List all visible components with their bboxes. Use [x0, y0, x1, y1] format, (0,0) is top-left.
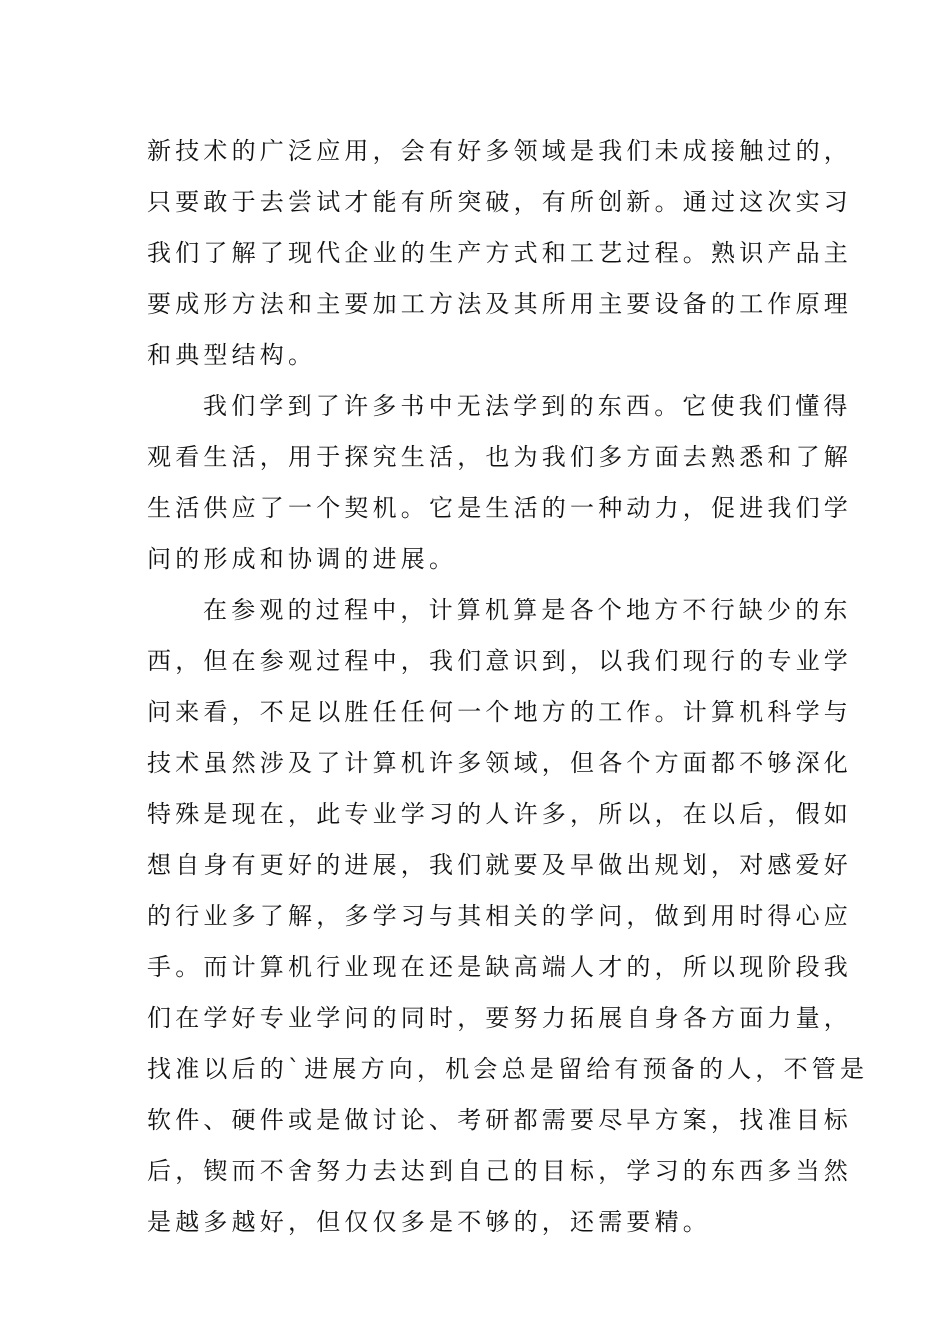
text-line: 我们了解了现代企业的生产方式和工艺过程。熟识产品主 [147, 239, 852, 267]
text-line: 问来看，不足以胜任任何一个地方的工作。计算机科学与 [147, 698, 852, 726]
text-line: 特殊是现在，此专业学习的人许多，所以，在以后，假如 [147, 800, 852, 828]
text-line: 是越多越好，但仅仅多是不够的，还需要精。 [147, 1208, 711, 1236]
paragraph-1 [147, 126, 852, 381]
text-line: 新技术的广泛应用，会有好多领域是我们未成接触过的， [147, 137, 852, 165]
text-line: 要成形方法和主要加工方法及其所用主要设备的工作原理 [147, 290, 852, 318]
text-line: 的行业多了解，多学习与其相关的学问，做到用时得心应 [147, 902, 852, 930]
text-line: 和典型结构。 [147, 341, 317, 369]
paragraph-2 [147, 381, 852, 585]
text-line: 只要敢于去尝试才能有所突破，有所创新。通过这次实习 [147, 188, 852, 216]
text-line: 问的形成和协调的进展。 [147, 545, 458, 573]
text-line: 技术虽然涉及了计算机许多领域，但各个方面都不够深化 [147, 749, 852, 777]
paragraph-3 [147, 585, 869, 1248]
text-line: 找准以后的`进展方向，机会总是留给有预备的人，不管是 [147, 1055, 869, 1083]
text-line: 软件、硬件或是做讨论、考研都需要尽早方案，找准目标 [147, 1106, 852, 1134]
text-line: 我们学到了许多书中无法学到的东西。它使我们懂得 [203, 392, 852, 420]
text-line: 西，但在参观过程中，我们意识到，以我们现行的专业学 [147, 647, 852, 675]
text-line: 们在学好专业学问的同时，要努力拓展自身各方面力量， [147, 1004, 852, 1032]
text-line: 想自身有更好的进展，我们就要及早做出规划，对感爱好 [147, 851, 852, 879]
text-line: 在参观的过程中，计算机算是各个地方不行缺少的东 [203, 596, 852, 624]
text-line: 观看生活，用于探究生活，也为我们多方面去熟悉和了解 [147, 443, 852, 471]
text-line: 后，锲而不舍努力去达到自己的目标，学习的东西多当然 [147, 1157, 852, 1185]
text-line: 生活供应了一个契机。它是生活的一种动力，促进我们学 [147, 494, 852, 522]
document-body [147, 126, 869, 1248]
text-line: 手。而计算机行业现在还是缺高端人才的，所以现阶段我 [147, 953, 852, 981]
